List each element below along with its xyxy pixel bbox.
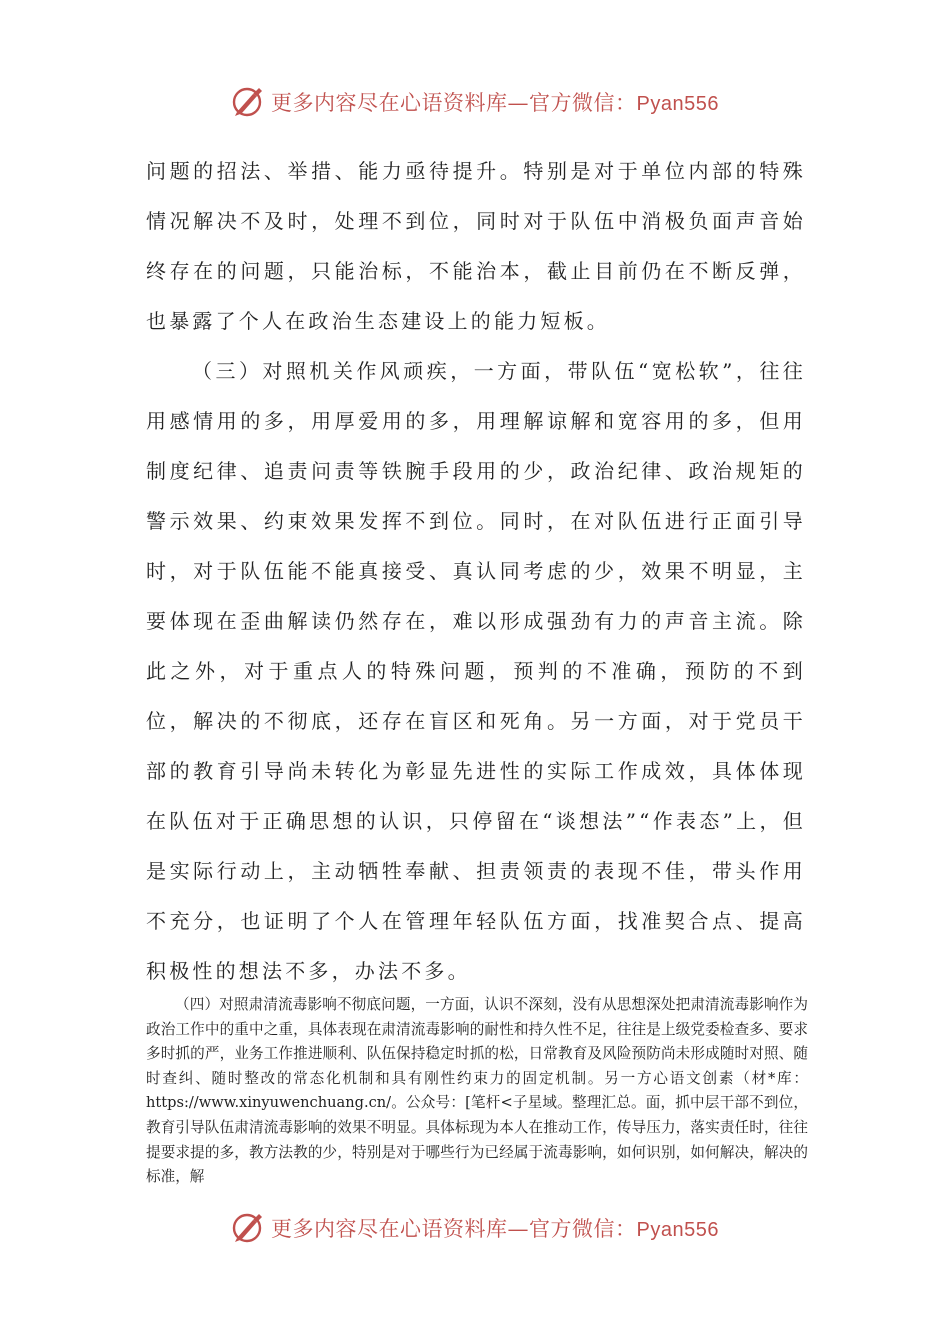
body-paragraph-block-2 — [146, 346, 806, 996]
body-paragraph-2: （三）对照机关作风顽疾，一方面，带队伍“宽松软”，往往用感情用的多，用厚爱用的多，用理解谅解和宽容用的多，但用制度纪律、追责问责等铁腕手段用的少，政治纪律、政治规矩的警示效果、约束效果发挥不到位。同时，在对队伍进行正面引导时，对于队伍能不能真接受、真认同考虑的少，效果不明显，主要体现在歪曲解读仍然存在，难以形成强劲有力的声音主流。除此之外，对于重点人的特殊问题，预判的不准确，预防的不到位，解决的不彻底，还存在盲区和死角。另一方面，对于党员干部的教育引导尚未转化为彰显先进性的实际工作成效，具体体现在队伍对于正确思想的认识，只停留在“谈想法”“作表态”上，但是实际行动上，主动牺牲奉献、担责领责的表现不佳，带头作用不充分，也证明了个人在管理年轻队伍方面，找准契合点、提高积极性的想法不多，办法不多。 — [146, 359, 806, 983]
header-dash: — — [507, 91, 530, 115]
pen-logo-icon — [231, 1211, 265, 1245]
header-official-text: 官方微信： — [529, 91, 637, 115]
body-paragraph-block-3 — [146, 993, 808, 1190]
footer-official-text: 官方微信： — [529, 1217, 637, 1241]
footer-wechat-id: Pyan556 — [636, 1219, 719, 1241]
header-site-text: 更多内容尽在心语资料库 — [271, 91, 508, 115]
header-banner — [0, 82, 950, 122]
header-banner-text — [271, 87, 719, 117]
footer-site-text: 更多内容尽在心语资料库 — [271, 1217, 508, 1241]
footer-dash: — — [507, 1217, 530, 1241]
body-paragraph-block-1 — [146, 146, 806, 346]
body-paragraph-1: 问题的招法、举措、能力亟待提升。特别是对于单位内部的特殊情况解决不及时，处理不到位，同时对于队伍中消极负面声音始终存在的问题，只能治标，不能治本，截止目前仍在不断反弹，也暴露了个人在政治生态建设上的能力短板。 — [146, 159, 806, 333]
footer-banner — [0, 1208, 950, 1248]
header-wechat-id: Pyan556 — [636, 93, 719, 115]
pen-logo-icon — [231, 85, 265, 119]
footer-banner-text — [271, 1213, 719, 1243]
body-paragraph-3: （四）对照肃清流毒影响不彻底问题，一方面，认识不深刻，没有从思想深处把肃清流毒影响作为政治工作中的重中之重，具体表现在肃清流毒影响的耐性和持久性不足，往往是上级党委检查多、要求多时抓的严，业务工作推进顺利、队伍保持稳定时抓的松，日常教育及风险预防尚未形成随时对照、随时查纠、随时整改的常态化机制和具有刚性约束力的固定机制。另一方心语文创素（材*库：https://www.xinyuwenchuang.cn/。公众号：[笔杆<子星域。整理汇总。面，抓中层干部不到位，教育引导队伍肃清流毒影响的效果不明显。具体标现为本人在推动工作，传导压力，落实责任时，往往提要求提的多，教方法教的少，特别是对于哪些行为已经属于流毒影响，如何识别，如何解决，解决的标准，解 — [146, 996, 808, 1186]
